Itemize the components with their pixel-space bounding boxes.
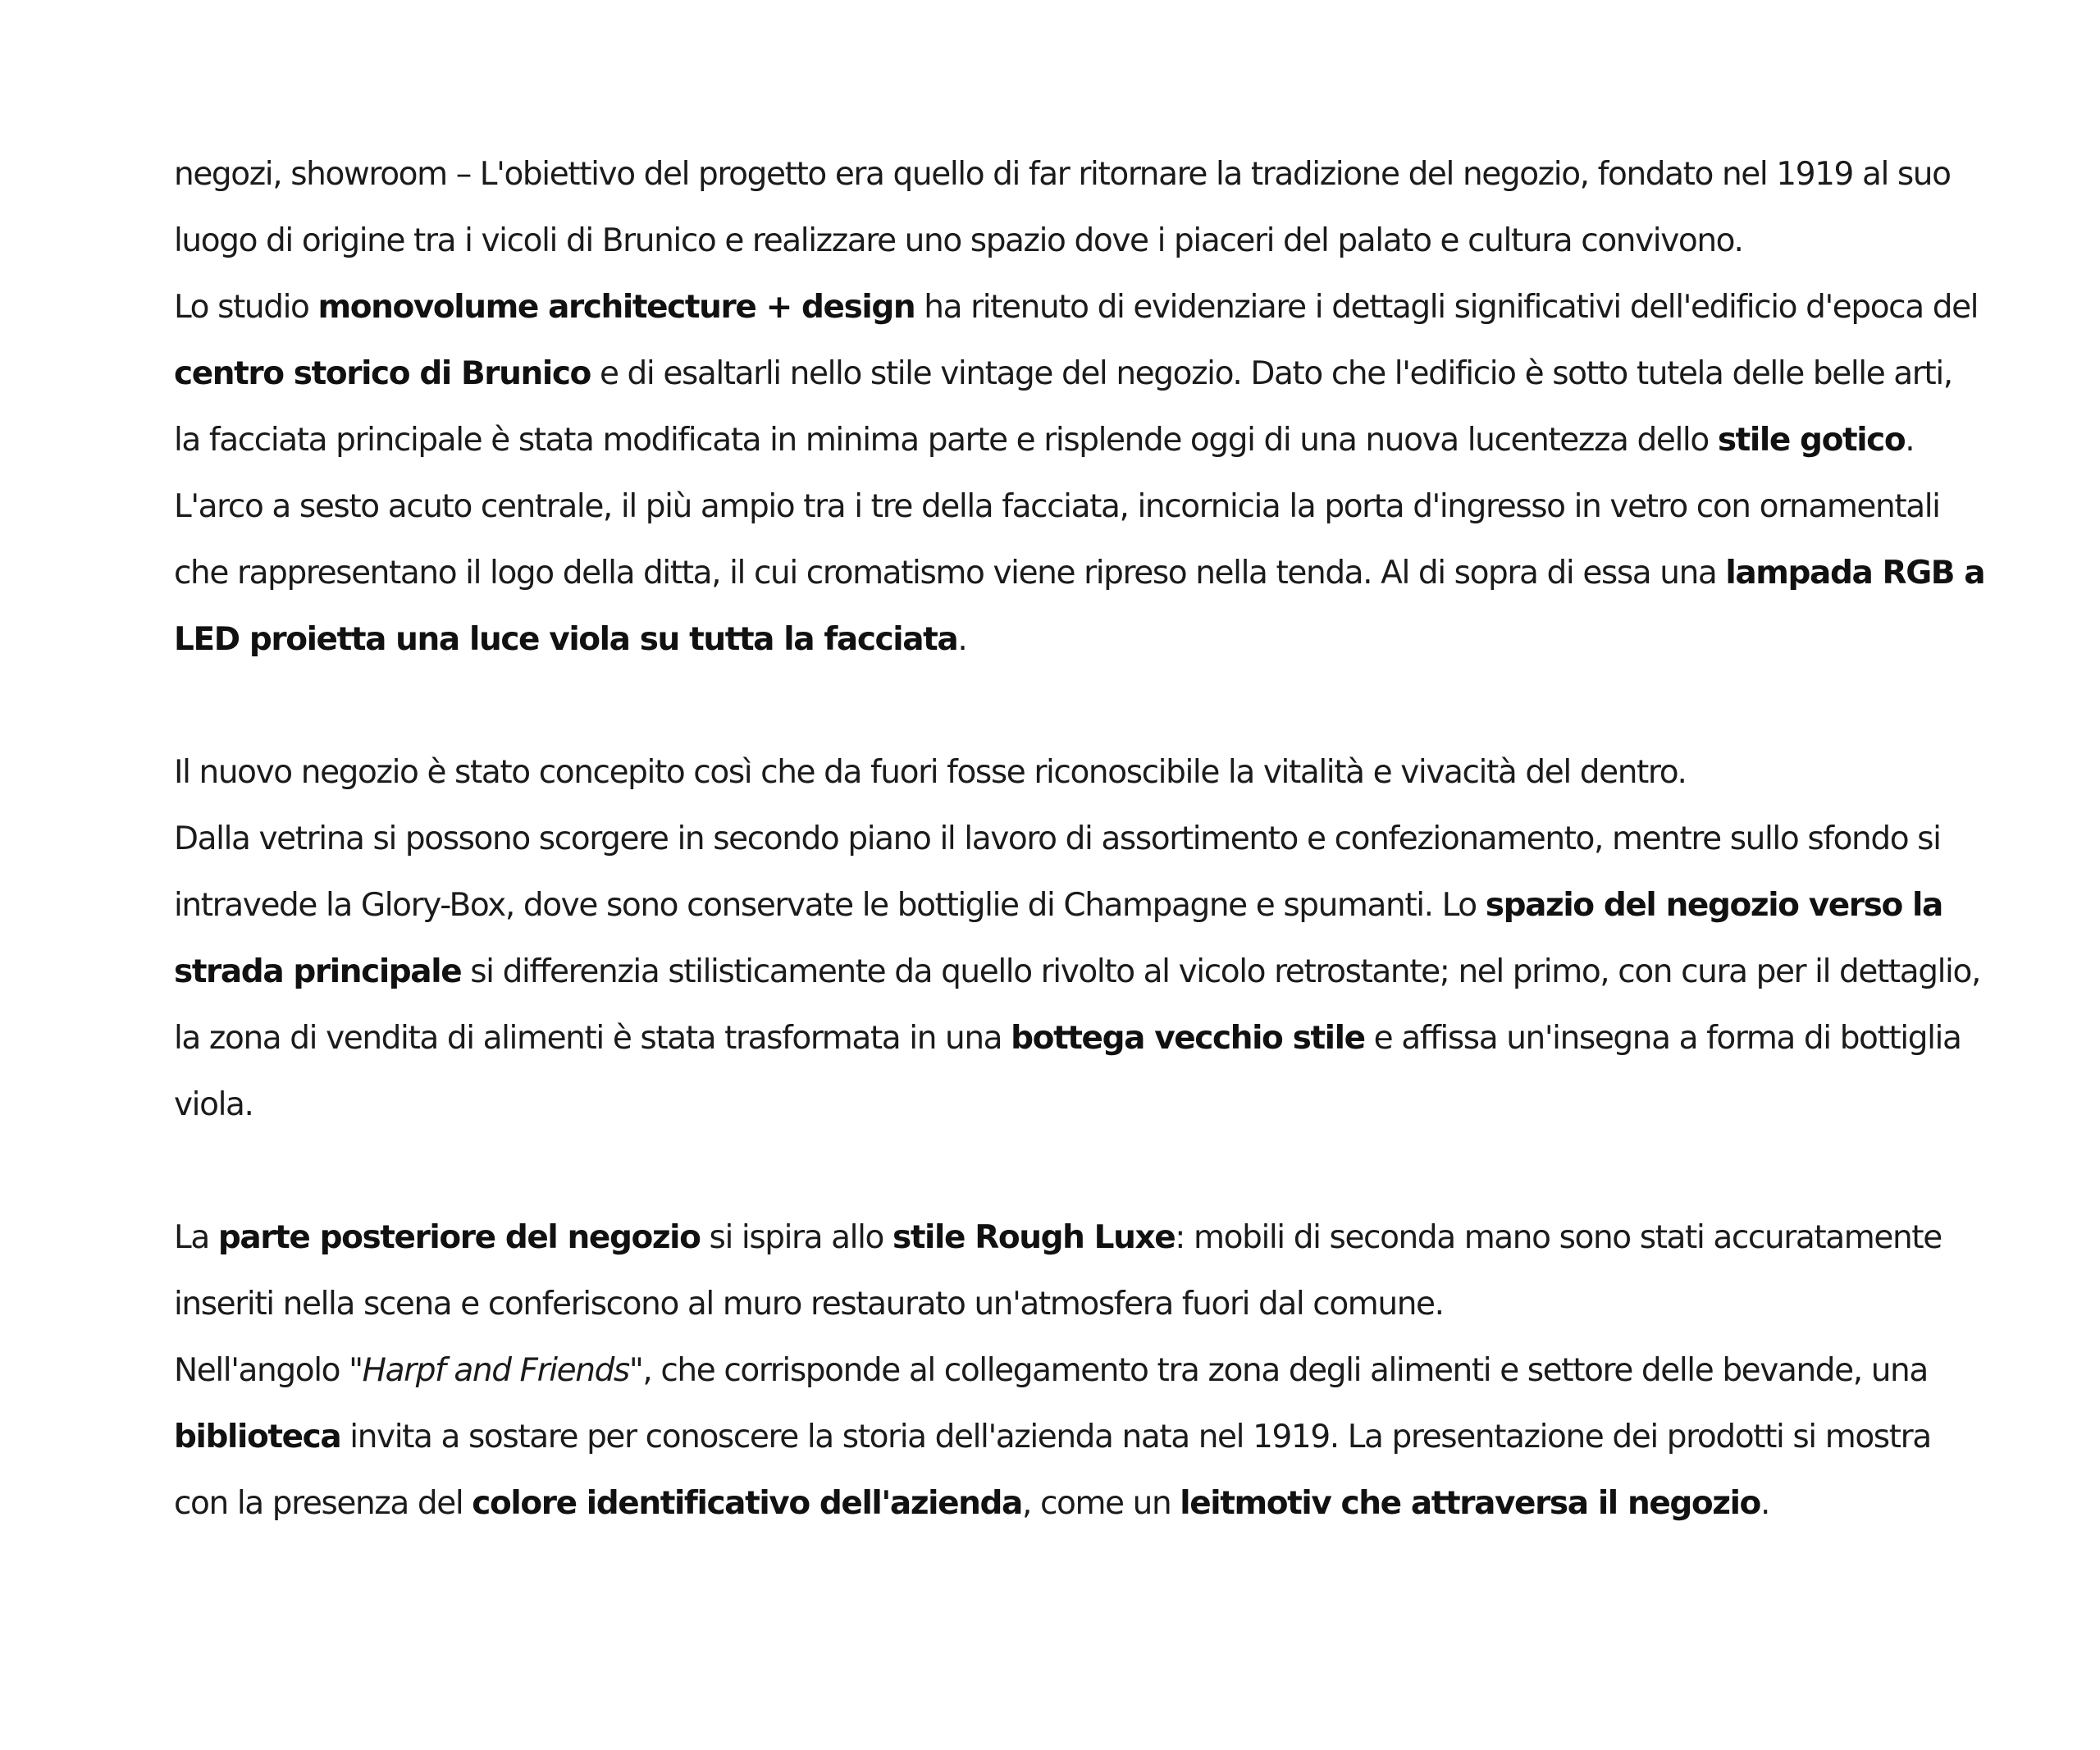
intro-text: negozi, showroom – L'obiettivo del progetto era quello di far ritornare la tradizione del negozio, fondato nel 1919 al suo luogo di origine tra i vicoli di Brunico e realizzare uno spazio dove i piaceri del palato e cultura convivono.	[174, 156, 1951, 259]
text-run: .	[957, 621, 967, 658]
text-run: Nell'angolo "	[174, 1352, 363, 1389]
paragraph-shop-front	[174, 739, 1987, 1138]
bold-run: stile gotico	[1717, 422, 1906, 459]
bold-run: monovolume architecture + design	[317, 289, 915, 326]
text-run: : mobili di seconda mano sono stati accuratamente inseriti nella scena e conferiscono al muro restaurato un'atmosfera fuori dal comune.	[174, 1219, 1942, 1323]
bold-run: colore identificativo dell'azienda	[472, 1485, 1022, 1522]
text-run: .	[1760, 1485, 1769, 1522]
text-run: ", che corrisponde al collegamento tra zona degli alimenti e settore delle bevande, una	[628, 1352, 1928, 1389]
text-run: La	[174, 1219, 218, 1256]
bold-run: bottega vecchio stile	[1011, 1020, 1365, 1057]
bold-run: parte posteriore del negozio	[217, 1219, 701, 1256]
text-run: invita a sostare per conoscere la storia dell'azienda nata nel 1919. La presentazione dei prodotti si mostra con la presenza del	[174, 1419, 1931, 1522]
bold-run: centro storico di Brunico	[174, 355, 591, 392]
text-run: Lo studio	[174, 289, 318, 326]
text-run: . L'arco a sesto acuto centrale, il più ampio tra i tre della facciata, incornicia la porta d'ingresso in vetro con ornamentali che rappresentano il logo della ditta, il cui cromatismo viene ripreso nella tenda. Al di sopra di essa una	[174, 422, 1940, 592]
paragraph-rear-shop	[174, 1204, 1987, 1537]
bold-run: leitmotiv che attraversa il negozio	[1180, 1485, 1760, 1522]
bold-run: lampada RGB a LED proietta una luce viola su tutta la facciata	[174, 555, 1985, 658]
paragraph-intro	[174, 141, 1987, 673]
text-run: , come un	[1021, 1485, 1180, 1522]
text-run: si differenzia stilisticamente da quello rivolto al vicolo retrostante; nel primo, con cura per il dettaglio, la zona di vendita di alimenti è stata trasformata in una	[174, 953, 1980, 1057]
bold-run: stile Rough Luxe	[892, 1219, 1176, 1256]
article-body	[174, 141, 1987, 1537]
text-run: e affissa un'insegna a forma di bottiglia viola.	[174, 1020, 1961, 1123]
text-run: Dalla vetrina si possono scorgere in secondo piano il lavoro di assortimento e confezionamento, mentre sullo sfondo si intravede la Glory-Box, dove sono conservate le bottiglie di Champagne e spumanti. Lo	[174, 820, 1941, 924]
text-run: ha ritenuto di evidenziare i dettagli significativi dell'edificio d'epoca del	[915, 289, 1979, 326]
italic-run: Harpf and Friends	[362, 1352, 629, 1389]
bold-run: spazio del negozio verso la strada principale	[174, 887, 1942, 990]
text-run: Il nuovo negozio è stato concepito così che da fuori fosse riconoscibile la vitalità e vivacità del dentro.	[174, 754, 1687, 791]
bold-run: biblioteca	[174, 1419, 341, 1455]
text-run: si ispira allo	[700, 1219, 892, 1256]
text-run: e di esaltarli nello stile vintage del negozio. Dato che l'edificio è sotto tutela delle belle arti, la facciata principale è stata modificata in minima parte e risplende oggi di una nuova lucentezza dello	[174, 355, 1952, 459]
